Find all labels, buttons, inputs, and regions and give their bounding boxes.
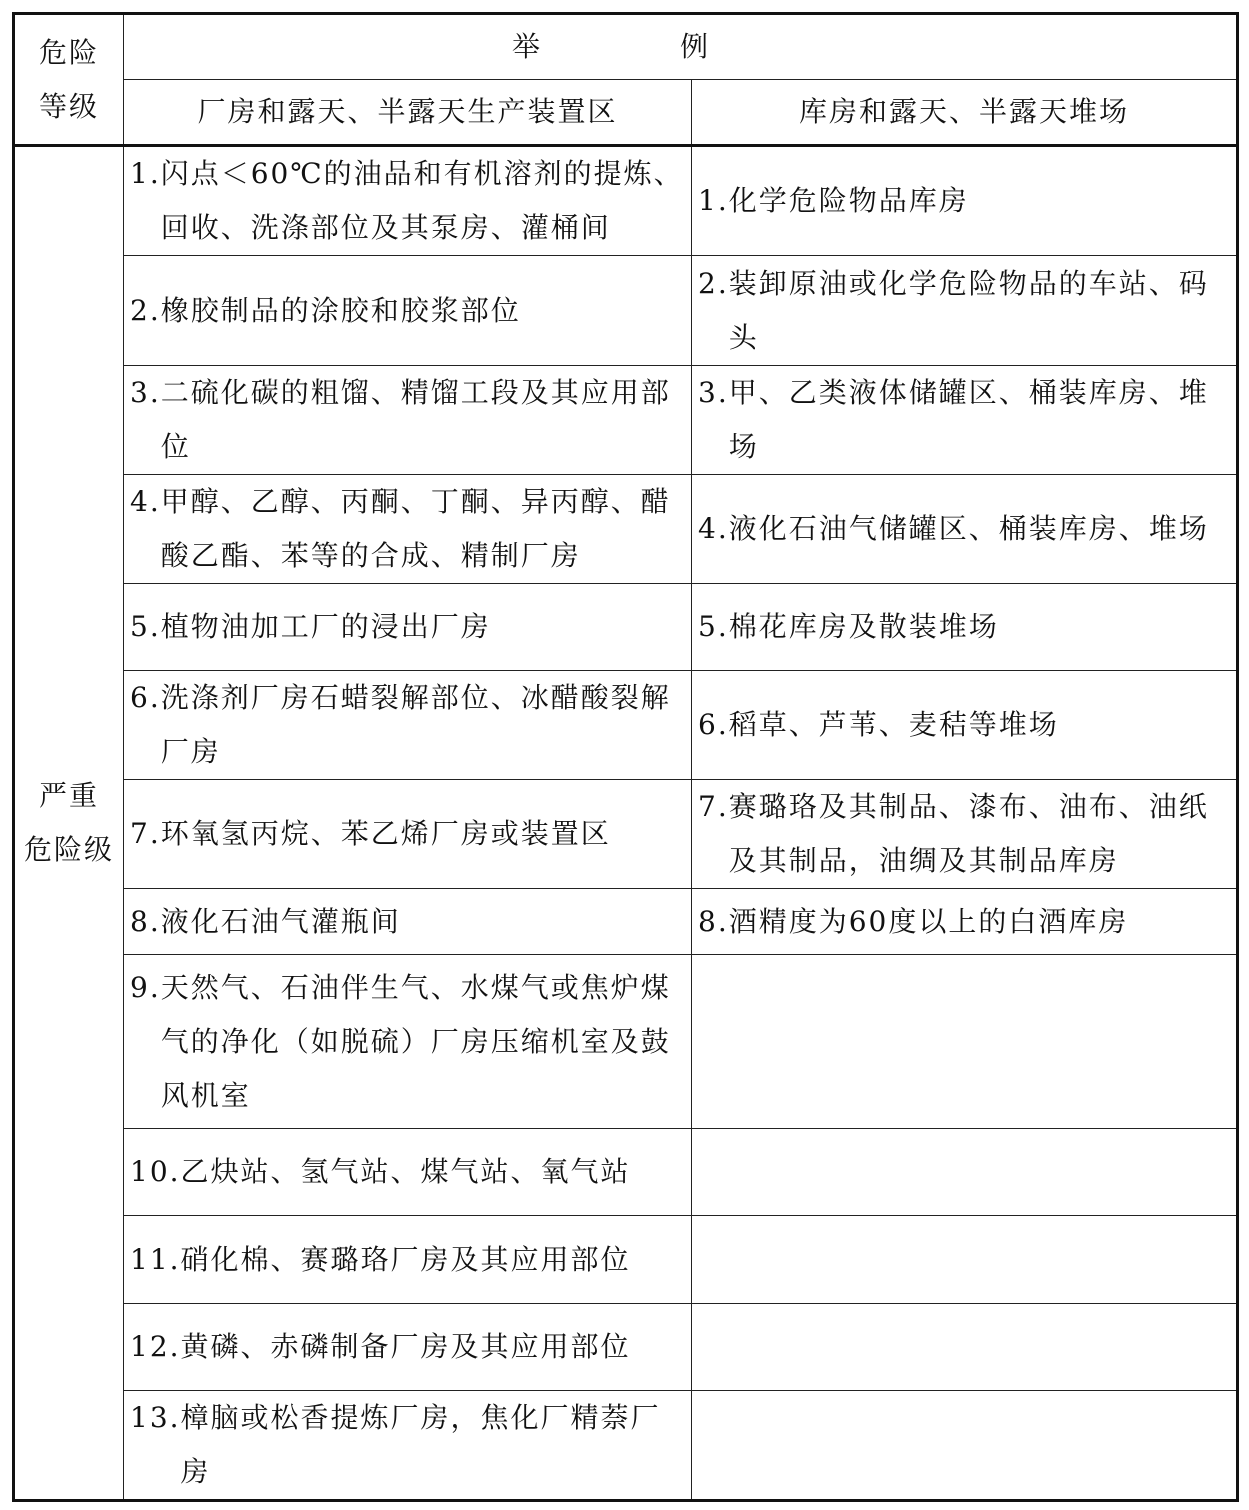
item-number: 5. xyxy=(130,610,161,643)
item-number: 4. xyxy=(130,485,161,518)
item-text: 洗涤剂厂房石蜡裂解部位、冰醋酸裂解厂房 xyxy=(160,681,671,768)
table-row xyxy=(14,1129,1238,1216)
item-number: 11. xyxy=(130,1242,181,1276)
item-text: 闪点＜60℃的油品和有机溶剂的提炼、回收、洗涤部位及其泵房、灌桶间 xyxy=(160,157,684,244)
production-example-cell xyxy=(124,671,692,780)
item-number: 7. xyxy=(130,817,161,850)
example-header-label: 举例 xyxy=(512,30,849,63)
table-row xyxy=(14,780,1238,889)
production-example-cell xyxy=(124,780,692,889)
storage-area-header: 库房和露天、半露天堆场 xyxy=(692,80,1238,146)
storage-example-cell xyxy=(692,584,1238,671)
production-example-cell xyxy=(124,1129,692,1216)
item-text: 酒精度为60度以上的白酒库房 xyxy=(728,904,1129,938)
storage-example-cell xyxy=(692,256,1238,366)
item-number: 8. xyxy=(130,904,161,938)
item-number: 2. xyxy=(698,266,729,300)
item-number: 3. xyxy=(698,376,729,409)
item-number: 12. xyxy=(130,1330,181,1363)
item-text: 液化石油气储罐区、桶装库房、堆场 xyxy=(728,512,1209,545)
table-row xyxy=(14,1304,1238,1391)
production-example-cell xyxy=(124,1391,692,1501)
storage-example-cell xyxy=(692,955,1238,1129)
item-number: 2. xyxy=(130,293,161,327)
hazard-level-line1: 严重 xyxy=(38,779,99,812)
item-text: 环氧氢丙烷、苯乙烯厂房或装置区 xyxy=(160,817,611,850)
storage-example-cell xyxy=(692,475,1238,584)
item-number: 5. xyxy=(698,610,729,643)
item-text: 甲醇、乙醇、丙酮、丁酮、异丙醇、醋酸乙酯、苯等的合成、精制厂房 xyxy=(160,485,671,572)
storage-example-cell xyxy=(692,889,1238,955)
table-row xyxy=(14,955,1238,1129)
item-text: 樟脑或松香提炼厂房，焦化厂精萘厂房 xyxy=(180,1401,661,1488)
production-example-cell xyxy=(124,366,692,475)
storage-example-cell xyxy=(692,780,1238,889)
storage-example-cell xyxy=(692,366,1238,475)
production-example-cell xyxy=(124,1304,692,1391)
item-text: 装卸原油或化学危险物品的车站、码头 xyxy=(728,266,1209,354)
item-number: 4. xyxy=(698,512,729,545)
production-example-cell xyxy=(124,889,692,955)
item-text: 二硫化碳的粗馏、精馏工段及其应用部位 xyxy=(160,376,671,463)
storage-example-cell xyxy=(692,671,1238,780)
storage-example-cell xyxy=(692,1391,1238,1501)
header-row-1 xyxy=(14,14,1238,80)
production-example-cell xyxy=(124,1216,692,1304)
item-number: 1. xyxy=(130,157,161,190)
hazard-level-line2: 危险级 xyxy=(23,833,114,866)
item-text: 橡胶制品的涂胶和胶浆部位 xyxy=(160,293,521,327)
storage-example-cell xyxy=(692,1216,1238,1304)
item-number: 9. xyxy=(130,970,161,1004)
production-example-cell xyxy=(124,955,692,1129)
item-number: 6. xyxy=(698,708,729,741)
storage-example-cell xyxy=(692,146,1238,256)
example-header xyxy=(124,14,1238,80)
item-text: 赛璐珞及其制品、漆布、油布、油纸及其制品，油绸及其制品库房 xyxy=(728,790,1209,877)
hazard-level-table-page xyxy=(12,12,1236,1502)
item-text: 甲、乙类液体储罐区、桶装库房、堆场 xyxy=(728,376,1209,463)
table-row xyxy=(14,671,1238,780)
header-row-2 xyxy=(14,80,1238,146)
hazard-level-cell xyxy=(14,146,124,1501)
hazard-level-header-line2: 等级 xyxy=(38,89,99,123)
hazard-level-header-line1: 危险 xyxy=(38,35,99,69)
item-number: 3. xyxy=(130,376,161,409)
production-example-cell xyxy=(124,475,692,584)
item-text: 植物油加工厂的浸出厂房 xyxy=(160,610,491,643)
production-example-cell xyxy=(124,256,692,366)
table-row xyxy=(14,1216,1238,1304)
item-number: 1. xyxy=(698,184,729,217)
table-row xyxy=(14,889,1238,955)
item-number: 13. xyxy=(130,1401,181,1434)
item-text: 天然气、石油伴生气、水煤气或焦炉煤气的净化（如脱硫）厂房压缩机室及鼓风机室 xyxy=(160,970,671,1112)
table-row xyxy=(14,256,1238,366)
storage-example-cell xyxy=(692,1304,1238,1391)
item-number: 10. xyxy=(130,1155,181,1188)
hazard-level-table xyxy=(12,12,1239,1502)
table-row xyxy=(14,366,1238,475)
production-area-header: 厂房和露天、半露天生产装置区 xyxy=(124,80,692,146)
table-row xyxy=(14,1391,1238,1501)
item-text: 黄磷、赤磷制备厂房及其应用部位 xyxy=(180,1330,631,1363)
item-text: 硝化棉、赛璐珞厂房及其应用部位 xyxy=(180,1242,631,1276)
storage-example-cell xyxy=(692,1129,1238,1216)
item-text: 液化石油气灌瓶间 xyxy=(160,904,401,938)
hazard-level-header xyxy=(14,14,124,146)
item-text: 稻草、芦苇、麦秸等堆场 xyxy=(728,708,1059,741)
item-text: 棉花库房及散装堆场 xyxy=(728,610,999,643)
item-text: 乙炔站、氢气站、煤气站、氧气站 xyxy=(180,1155,631,1188)
item-number: 7. xyxy=(698,790,729,823)
production-example-cell xyxy=(124,146,692,256)
production-example-cell xyxy=(124,584,692,671)
table-row xyxy=(14,475,1238,584)
item-number: 8. xyxy=(698,904,729,938)
item-number: 6. xyxy=(130,681,161,714)
item-text: 化学危险物品库房 xyxy=(728,184,969,217)
table-row xyxy=(14,146,1238,256)
table-row xyxy=(14,584,1238,671)
